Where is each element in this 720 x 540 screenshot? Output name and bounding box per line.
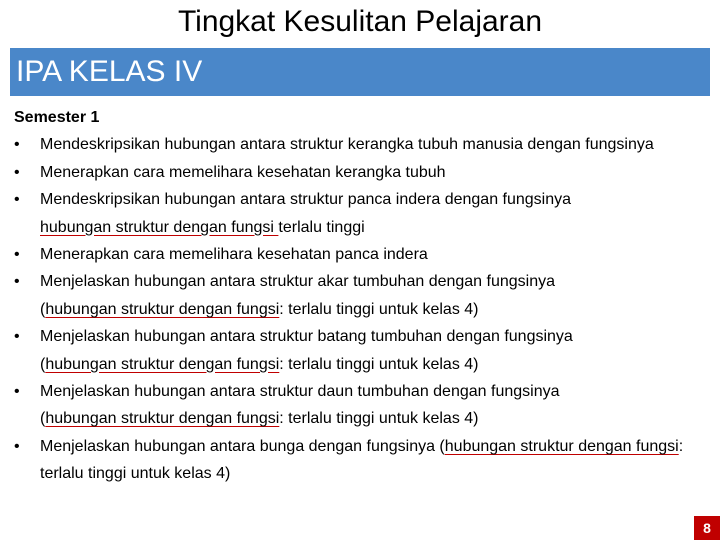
item-text: Menerapkan cara memelihara kesehatan panca indera <box>40 246 428 264</box>
content-body <box>14 104 704 488</box>
bullet-icon: • <box>14 246 20 264</box>
item-note <box>40 214 704 241</box>
semester-heading: Semester 1 <box>14 109 100 126</box>
bullet-icon: • <box>14 136 20 154</box>
list-item <box>14 433 704 488</box>
bullet-icon: • <box>14 328 20 346</box>
list-item <box>14 131 704 158</box>
bullet-icon: • <box>14 191 20 209</box>
item-text: Menerapkan cara memelihara kesehatan kerangka tubuh <box>40 163 446 181</box>
item-text: Mendeskripsikan hubungan antara struktur panca indera dengan fungsinya <box>40 191 572 209</box>
note-underlined: hubungan struktur dengan fungsi <box>45 355 280 373</box>
note-suffix: : terlalu tinggi untuk kelas 4) <box>40 437 684 483</box>
item-note <box>40 296 704 323</box>
subject-banner: IPA KELAS IV <box>10 48 710 96</box>
competency-list <box>14 131 704 487</box>
bullet-icon: • <box>14 437 20 455</box>
item-text: Menjelaskan hubungan antara struktur batang tumbuhan dengan fungsinya <box>40 328 573 346</box>
note-underlined: hubungan struktur dengan fungsi <box>45 410 280 428</box>
item-text: Menjelaskan hubungan antara bunga dengan fungsinya ( <box>40 437 445 455</box>
note-suffix: : terlalu tinggi untuk kelas 4) <box>279 300 479 318</box>
note-prefix: ( <box>40 300 46 318</box>
list-item <box>14 186 704 241</box>
bullet-icon: • <box>14 383 20 401</box>
note-prefix: ( <box>40 355 46 373</box>
item-note <box>40 405 704 432</box>
note-suffix: : terlalu tinggi untuk kelas 4) <box>279 410 479 428</box>
note-underlined: hubungan struktur dengan fungsi <box>444 437 679 455</box>
list-item <box>14 323 704 378</box>
note-suffix: : terlalu tinggi untuk kelas 4) <box>279 355 479 373</box>
slide-title: Tingkat Kesulitan Pelajaran <box>177 5 543 38</box>
item-text: Menjelaskan hubungan antara struktur akar tumbuhan dengan fungsinya <box>40 273 556 291</box>
item-note <box>40 351 704 378</box>
list-item <box>14 241 704 268</box>
item-text: Mendeskripsikan hubungan antara struktur kerangka tubuh manusia dengan fungsinya <box>40 136 654 154</box>
list-item <box>14 378 704 433</box>
list-item <box>14 268 704 323</box>
page-number-badge: 8 <box>694 516 720 540</box>
list-item <box>14 159 704 186</box>
bullet-icon: • <box>14 163 20 181</box>
bullet-icon: • <box>14 273 20 291</box>
note-prefix: ( <box>40 410 46 428</box>
note-underlined: hubungan struktur dengan fungsi <box>40 218 279 236</box>
note-underlined: hubungan struktur dengan fungsi <box>45 300 280 318</box>
note-suffix: terlalu tinggi <box>278 218 365 236</box>
item-text: Menjelaskan hubungan antara struktur daun tumbuhan dengan fungsinya <box>40 383 560 401</box>
